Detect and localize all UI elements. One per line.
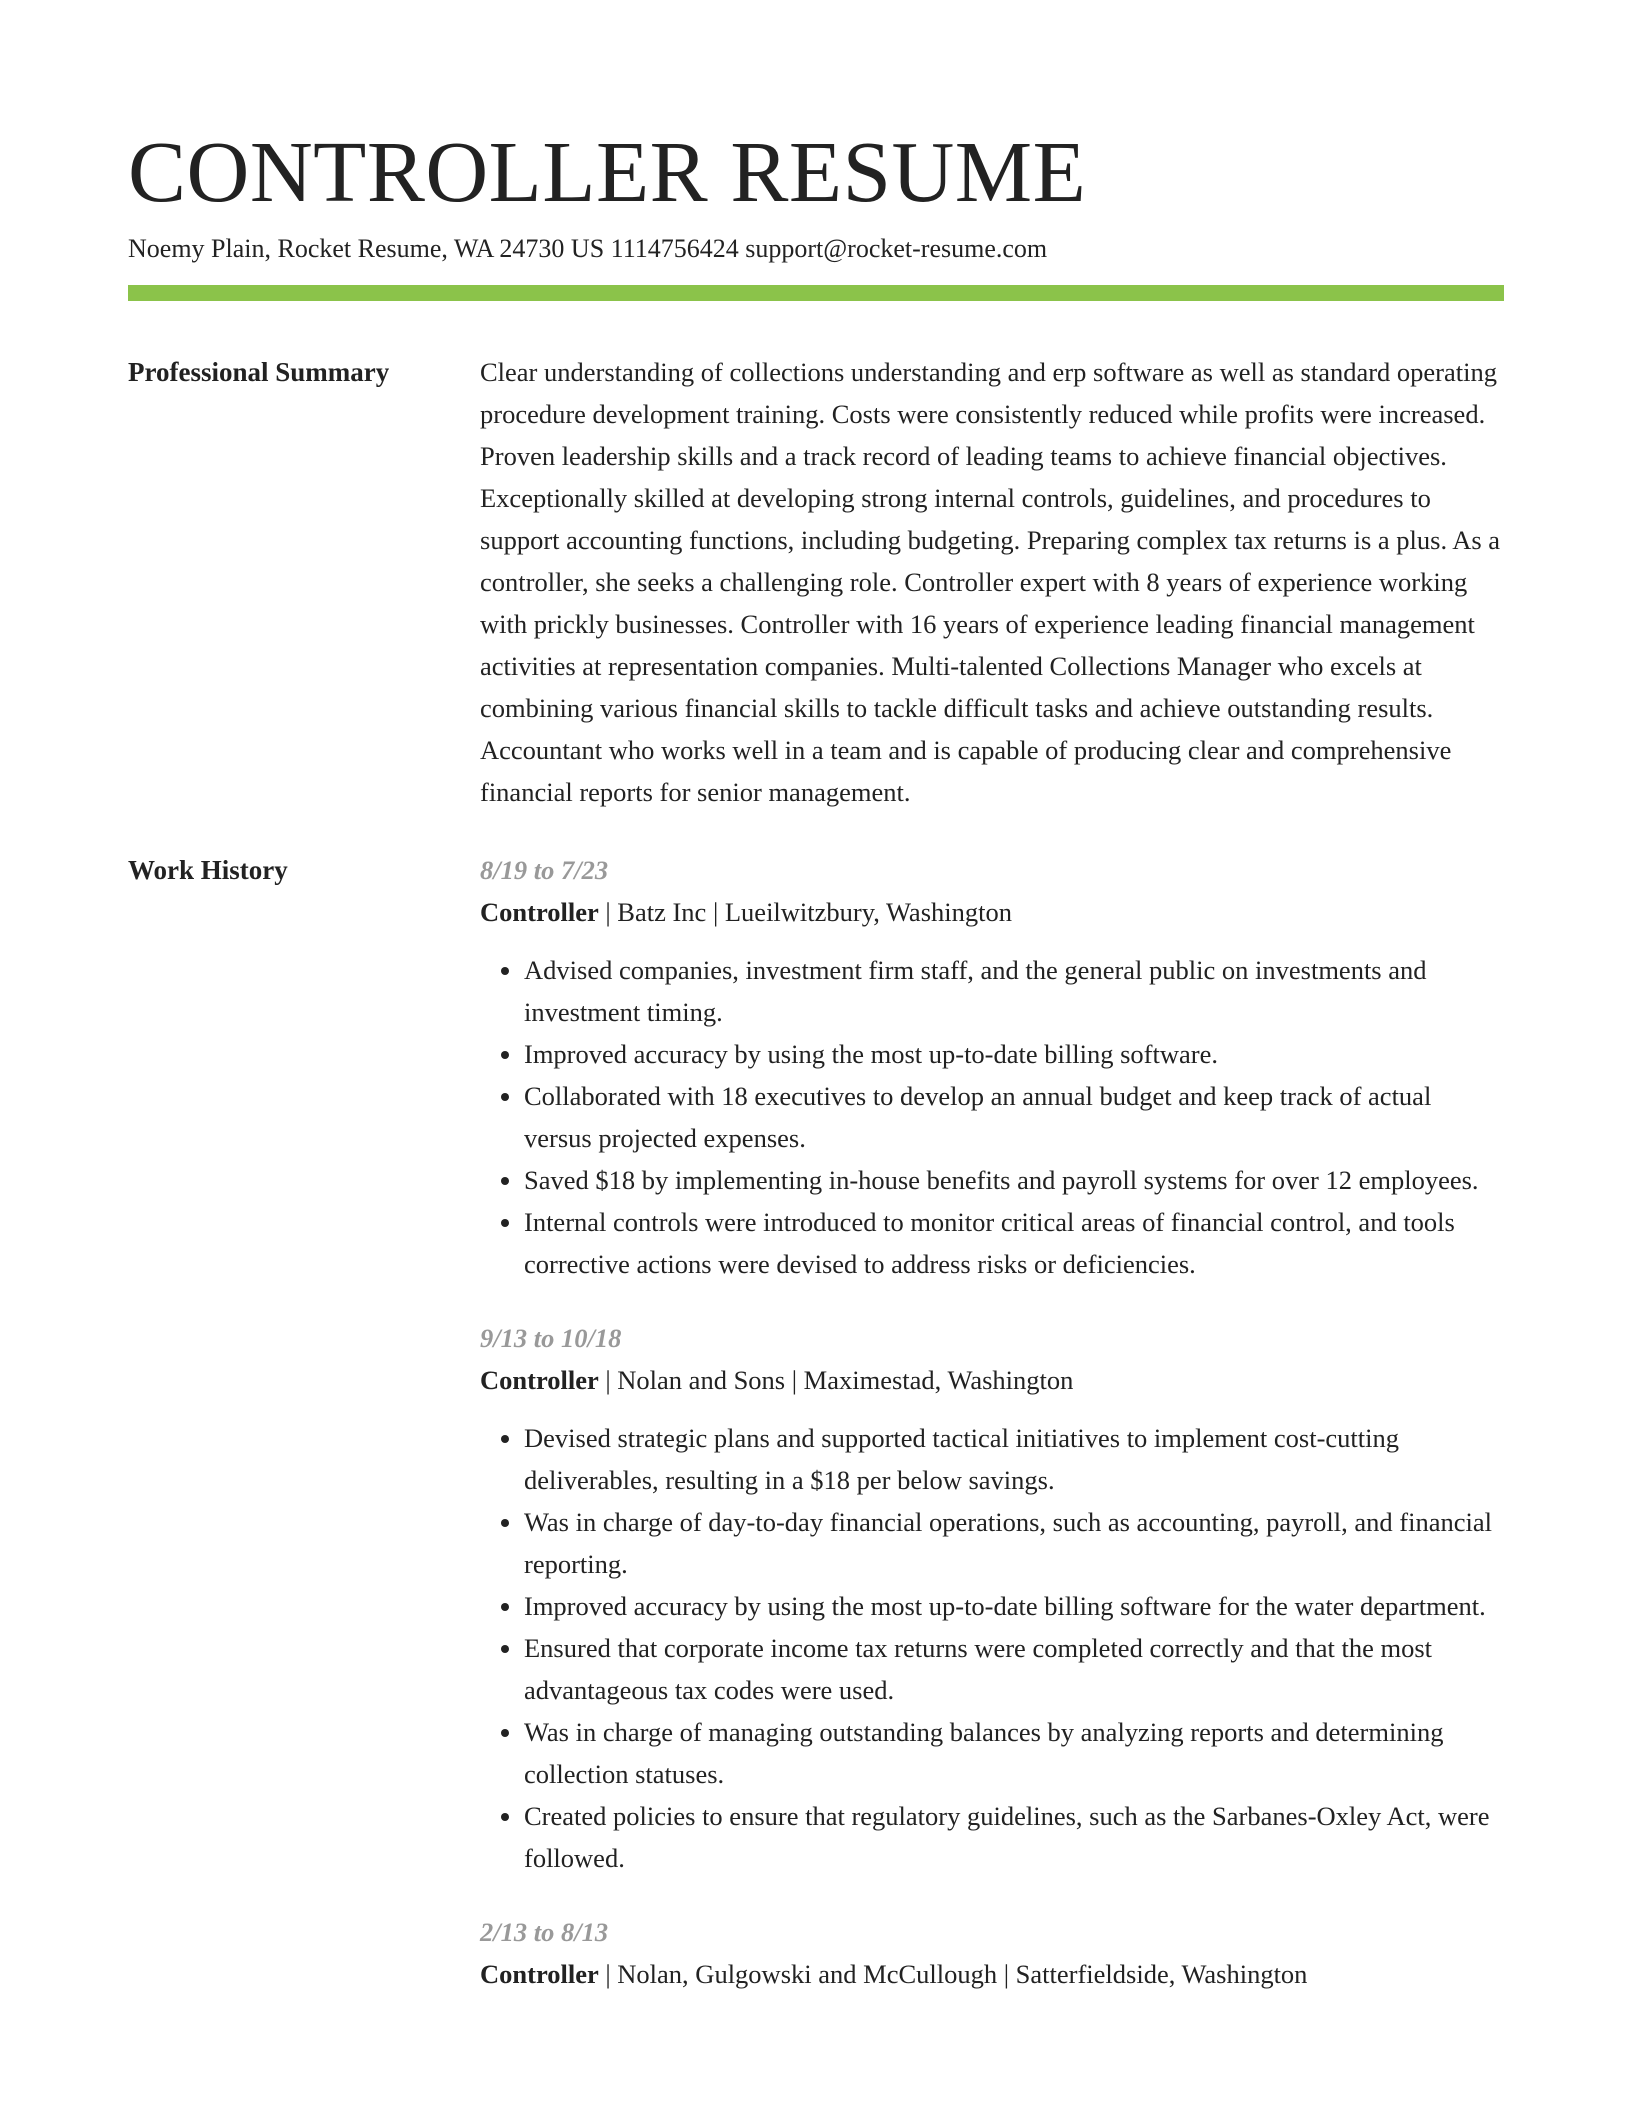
job-bullet-list	[480, 1417, 1504, 1879]
professional-summary-section	[128, 351, 1504, 813]
resume-page	[128, 0, 1504, 2027]
job-bullet: • Advised companies, investment firm staff, and the general public on investments and investment timing.	[524, 949, 1504, 1033]
job-heading	[480, 1359, 1504, 1401]
job-details: | Nolan, Gulgowski and McCullough | Satterfieldside, Washington	[598, 1959, 1308, 1989]
section-label-summary: Professional Summary	[128, 357, 390, 387]
job-bullet: • Was in charge of day-to-day financial operations, such as accounting, payroll, and financial reporting.	[524, 1501, 1504, 1585]
job-heading	[480, 891, 1504, 933]
job-dates: 8/19 to 7/23	[480, 855, 609, 885]
job-bullet-list	[480, 949, 1504, 1285]
job-entry	[480, 1911, 1504, 1995]
job-dates: 2/13 to 8/13	[480, 1917, 609, 1947]
work-history-section	[128, 849, 1504, 2027]
job-bullet: • Ensured that corporate income tax returns were completed correctly and that the most advantageous tax codes were used.	[524, 1627, 1504, 1711]
summary-body	[480, 351, 1504, 813]
job-title: Controller	[480, 897, 599, 927]
job-bullet: • Internal controls were introduced to monitor critical areas of financial control, and tools corrective actions were devised to address risks or deficiencies.	[524, 1201, 1504, 1285]
summary-text: Clear understanding of collections understanding and erp software as well as standard operating procedure development training. Costs were consistently reduced while profits were increased. Proven leadership skills and a track record of leading teams to achieve financial objectives. Exceptionally skilled at developing strong internal controls, guidelines, and procedures to support accounting functions, including budgeting. Preparing complex tax returns is a plus. As a controller, she seeks a challenging role. Controller expert with 8 years of experience working with prickly businesses. Controller with 16 years of experience leading financial management activities at representation companies. Multi-talented Collections Manager who excels at combining various financial skills to tackle difficult tasks and achieve outstanding results. Accountant who works well in a team and is capable of producing clear and comprehensive financial reports for senior management.	[480, 357, 1501, 807]
job-bullet: • Saved $18 by implementing in-house benefits and payroll systems for over 12 employees.	[524, 1159, 1504, 1201]
contact-line: Noemy Plain, Rocket Resume, WA 24730 US 1114756424 support@rocket-resume.com	[128, 234, 1048, 263]
job-bullet: • Improved accuracy by using the most up-to-date billing software.	[524, 1033, 1504, 1075]
accent-divider	[128, 285, 1504, 301]
job-bullet: • Created policies to ensure that regulatory guidelines, such as the Sarbanes-Oxley Act, were followed.	[524, 1795, 1504, 1879]
job-entry	[480, 1317, 1504, 1879]
job-bullet: • Collaborated with 18 executives to develop an annual budget and keep track of actual versus projected expenses.	[524, 1075, 1504, 1159]
job-heading	[480, 1953, 1504, 1995]
job-title: Controller	[480, 1959, 599, 1989]
work-history-body	[480, 849, 1504, 2027]
job-details: | Batz Inc | Lueilwitzbury, Washington	[598, 897, 1012, 927]
section-label-work-history: Work History	[128, 855, 288, 885]
job-bullet: • Devised strategic plans and supported tactical initiatives to implement cost-cutting deliverables, resulting in a $18 per below savings.	[524, 1417, 1504, 1501]
job-dates: 9/13 to 10/18	[480, 1323, 622, 1353]
job-entry	[480, 849, 1504, 1285]
job-details: | Nolan and Sons | Maximestad, Washington	[598, 1365, 1074, 1395]
job-bullet: • Was in charge of managing outstanding balances by analyzing reports and determining collection statuses.	[524, 1711, 1504, 1795]
resume-title: CONTROLLER RESUME	[128, 123, 1087, 220]
job-title: Controller	[480, 1365, 599, 1395]
job-bullet: • Improved accuracy by using the most up-to-date billing software for the water department.	[524, 1585, 1504, 1627]
